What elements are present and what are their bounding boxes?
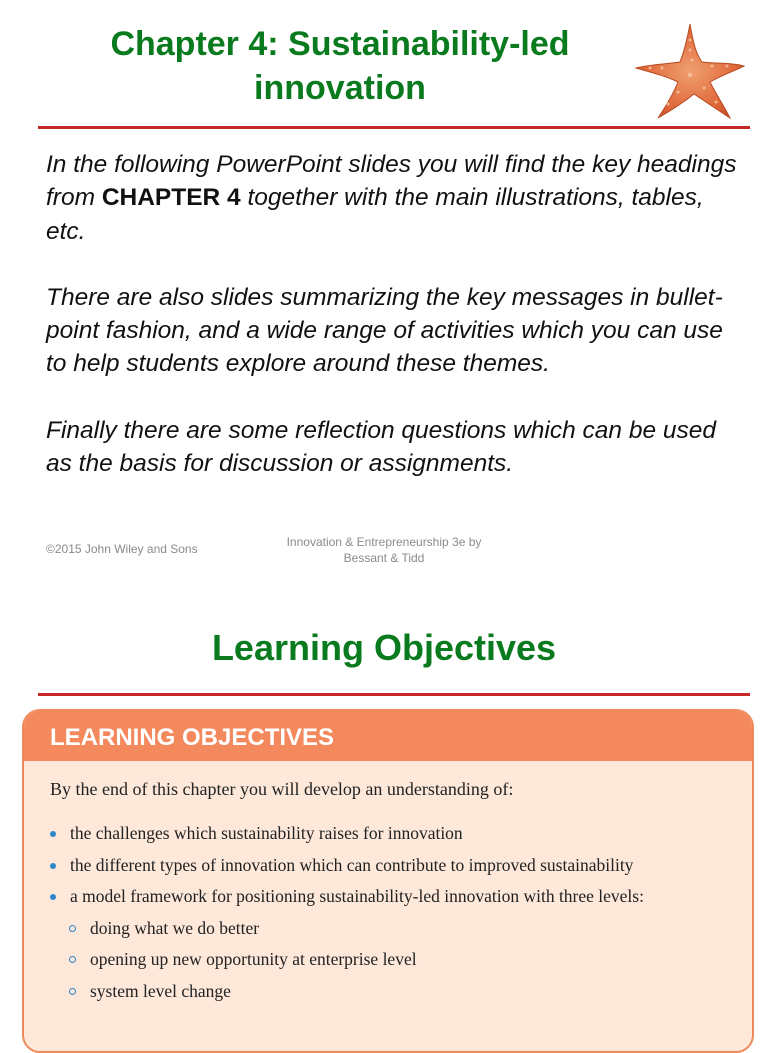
starfish-icon [632, 20, 748, 122]
copyright-footer: ©2015 John Wiley and Sons [46, 542, 198, 556]
sub-list-item [24, 976, 752, 1008]
paragraph-2: There are also slides summarizing the key messages in bullet-point fashion, and a wide range of activities which you can use to help students explore around these themes. [46, 283, 723, 378]
sub-list-item-text: doing what we do better [90, 917, 260, 938]
sub-list-item [24, 944, 752, 976]
bullet-ring-icon [69, 925, 76, 932]
slide-title: Chapter 4: Sustainability-led innovation [110, 25, 570, 107]
title-divider [38, 126, 750, 129]
bullet-dot-icon [50, 894, 56, 900]
list-item-text: the challenges which sustainability raises for innovation [70, 823, 463, 843]
sub-list-item-text: opening up new opportunity at enterprise level [90, 949, 417, 969]
chapter-emphasis: CHAPTER 4 [101, 184, 241, 212]
slide-2 [0, 580, 768, 1024]
book-footer-line-2: Bessant & Tidd [343, 551, 425, 565]
sub-list-item [24, 913, 752, 945]
sub-list-item-text: system level change [90, 980, 231, 1001]
panel-header: LEARNING OBJECTIVES [24, 711, 752, 761]
bullet-ring-icon [69, 956, 76, 963]
list-item-text: the different types of innovation which can contribute to improved sustainability [70, 854, 634, 875]
list-item-text: a model framework for positioning sustainability-led innovation with three levels: [70, 886, 644, 906]
paragraph-1 [46, 148, 746, 248]
bullet-ring-icon [69, 988, 76, 995]
paragraph-1-text-a: In the following PowerPoint slides you will find the key headings from [46, 151, 737, 212]
objectives-list [24, 818, 752, 1007]
slide-title: Learning Objectives [211, 627, 557, 668]
paragraph-3: Finally there are some reflection questions which can be used as the basis for discussion or assignments. [46, 416, 717, 478]
book-footer-line-1: Innovation & Entrepreneurship 3e by [286, 535, 482, 549]
bullet-dot-icon [50, 831, 56, 837]
learning-objectives-panel [22, 709, 754, 1053]
panel-intro: By the end of this chapter you will develop an understanding of: [50, 779, 514, 799]
title-divider [38, 693, 750, 696]
slide-body [46, 148, 746, 513]
paragraph-1-text-b: together with the main illustrations, tables, etc. [46, 184, 704, 245]
list-item [24, 850, 752, 882]
list-item [24, 881, 752, 913]
book-footer [262, 534, 506, 566]
bullet-dot-icon [50, 863, 56, 869]
list-item [24, 818, 752, 850]
